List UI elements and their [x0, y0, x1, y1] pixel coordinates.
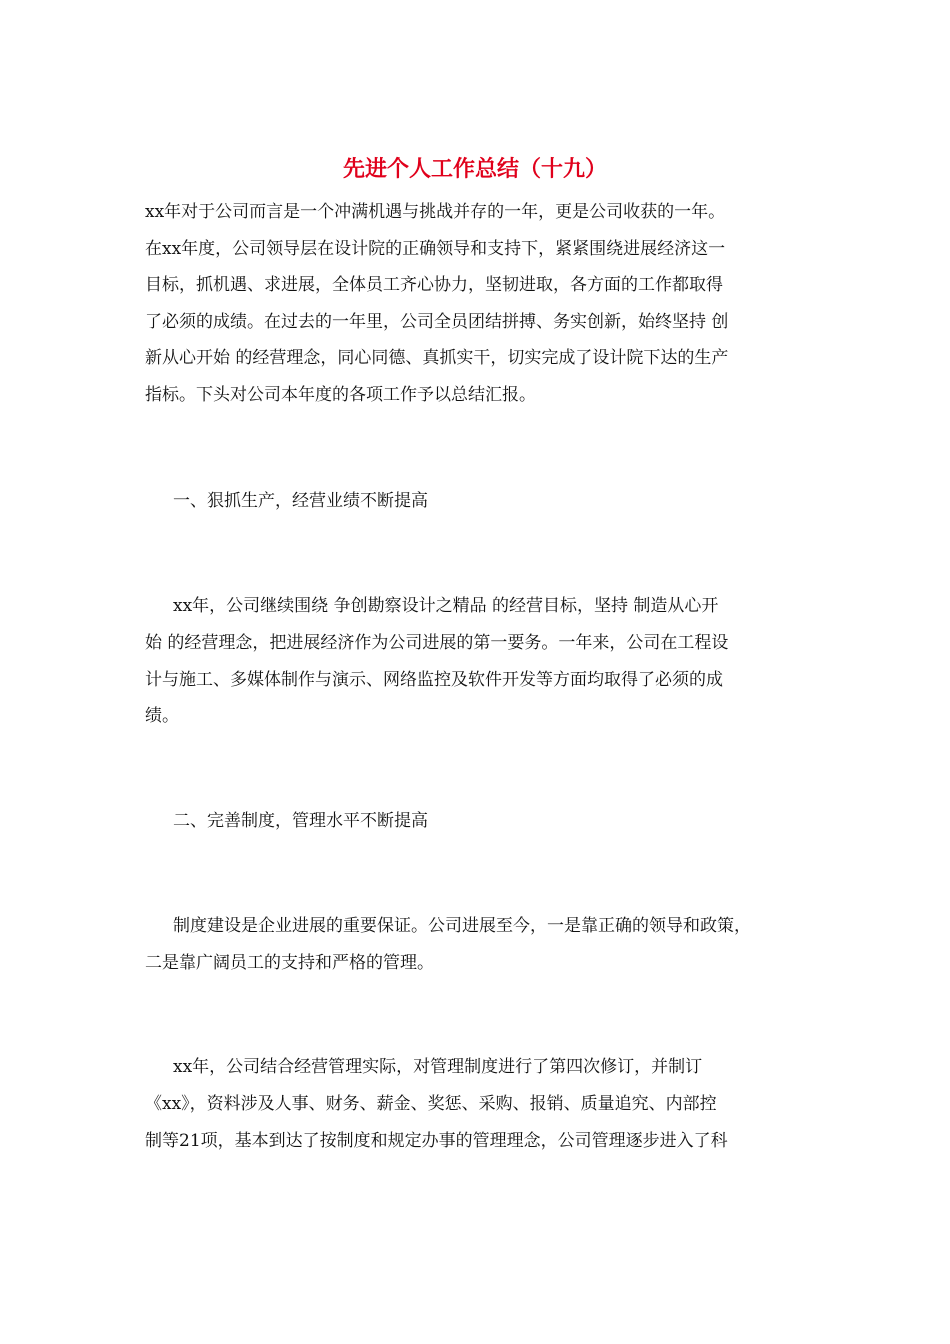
- document-title: 先进个人工作总结（十九）: [342, 156, 607, 182]
- intro-line: 新从心开始 的经营理念，同心同德、真抓实干，切实完成了设计院下达的生产: [145, 348, 729, 368]
- paragraph-line: 始 的经营理念，把进展经济作为公司进展的第一要务。一年来，公司在工程设: [145, 633, 729, 653]
- section-heading: 二、完善制度，管理水平不断提高: [173, 811, 428, 831]
- paragraph-line: 计与施工、多媒体制作与演示、网络监控及软件开发等方面均取得了必须的成: [145, 670, 723, 690]
- paragraph-line: 《xx》，资料涉及人事、财务、薪金、奖惩、采购、报销、质量追究、内部控: [145, 1094, 717, 1114]
- section-heading: 一、狠抓生产，经营业绩不断提高: [173, 491, 428, 511]
- paragraph-line: 制度建设是企业进展的重要保证。公司进展至今，一是靠正确的领导和政策，: [173, 916, 751, 936]
- paragraph-line: xx年，公司继续围绕 争创勘察设计之精品 的经营目标，坚持 制造从心开: [173, 596, 719, 616]
- paragraph-line: 绩。: [145, 706, 179, 726]
- intro-line: xx年对于公司而言是一个冲满机遇与挑战并存的一年，更是公司收获的一年。: [145, 202, 726, 222]
- paragraph-line: xx年，公司结合经营管理实际，对管理制度进行了第四次修订，并制订: [173, 1057, 703, 1077]
- paragraph-line: 二是靠广阔员工的支持和严格的管理。: [145, 953, 434, 973]
- intro-line: 指标。下头对公司本年度的各项工作予以总结汇报。: [145, 385, 536, 405]
- paragraph-line: 制等21项，基本到达了按制度和规定办事的管理理念，公司管理逐步进入了科: [145, 1131, 728, 1151]
- intro-line: 目标，抓机遇、求进展，全体员工齐心协力，坚韧进取，各方面的工作都取得: [145, 275, 723, 295]
- intro-line: 了必须的成绩。在过去的一年里，公司全员团结拼搏、务实创新，始终坚持 创: [145, 312, 729, 332]
- intro-line: 在xx年度，公司领导层在设计院的正确领导和支持下，紧紧围绕进展经济这一: [145, 239, 726, 259]
